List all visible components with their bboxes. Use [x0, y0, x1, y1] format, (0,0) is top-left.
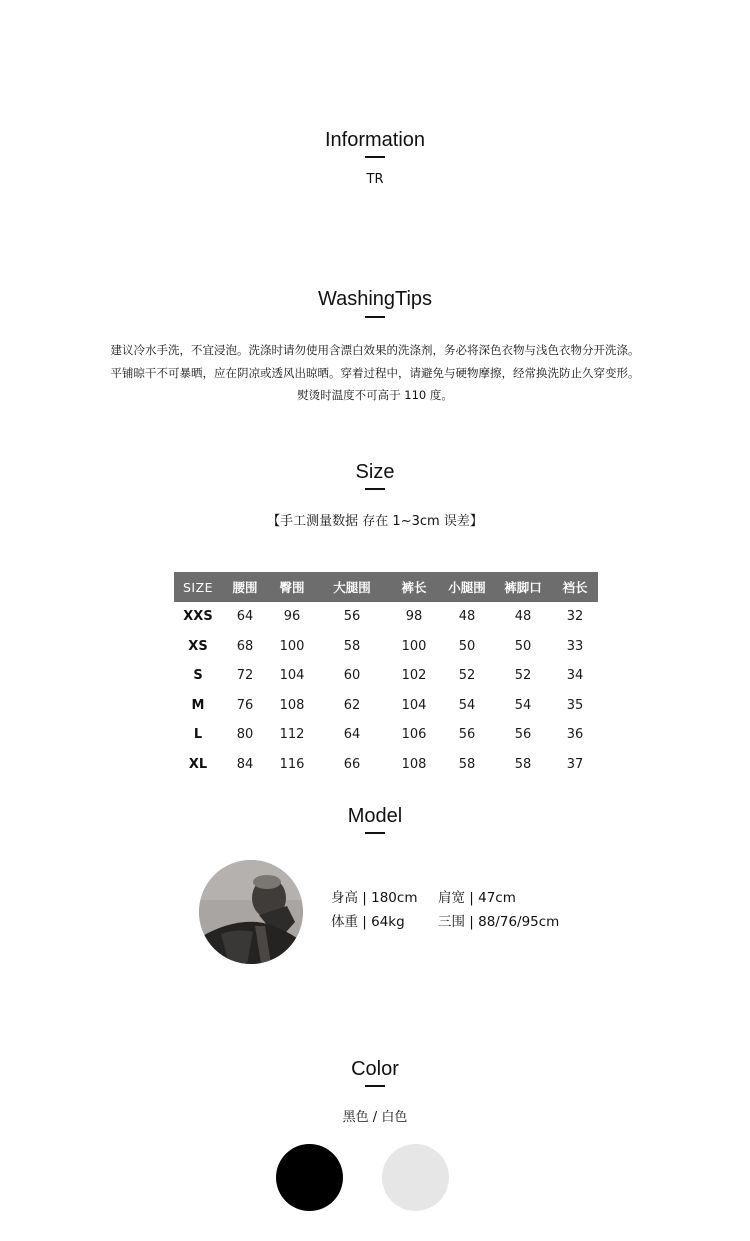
table-cell: 36 — [566, 727, 584, 743]
table-cell: 48 — [514, 609, 532, 625]
table-row — [174, 661, 598, 691]
header-rise: 裆长 — [552, 572, 598, 602]
header-hip: 臀围 — [268, 572, 316, 602]
model-shoulder: 肩宽 | 47cm — [438, 890, 516, 906]
color-options-text: 黑色 / 白色 — [342, 1110, 408, 1125]
model-title-underline — [365, 832, 385, 834]
table-cell: 52 — [458, 668, 476, 684]
table-cell: 60 — [343, 668, 361, 684]
table-cell: 50 — [514, 638, 532, 654]
header-length: 裤长 — [388, 572, 440, 602]
table-cell: 112 — [279, 727, 305, 743]
model-photo — [199, 860, 303, 964]
table-cell: 116 — [279, 756, 305, 772]
header-waist: 腰围 — [222, 572, 268, 602]
table-cell: 58 — [343, 638, 361, 654]
size-measurement-note: 【手工测量数据 存在 1~3cm 误差】 — [267, 514, 483, 529]
table-row — [174, 720, 598, 750]
size-label: XL — [188, 756, 208, 772]
table-cell: 33 — [566, 638, 584, 654]
washing-tips-underline — [365, 316, 385, 318]
table-cell: 62 — [343, 697, 361, 713]
table-cell: 64 — [236, 609, 254, 625]
table-cell: 56 — [514, 727, 532, 743]
color-swatch-black[interactable] — [276, 1144, 343, 1211]
information-value: TR — [366, 172, 384, 187]
color-swatch-white[interactable] — [382, 1144, 449, 1211]
table-cell: 56 — [458, 727, 476, 743]
table-row — [174, 750, 598, 780]
header-thigh: 大腿围 — [316, 572, 388, 602]
washing-tips-title: WashingTips — [317, 288, 433, 310]
table-cell: 66 — [343, 756, 361, 772]
washing-tips-text — [0, 339, 750, 407]
size-title-underline — [365, 488, 385, 490]
information-title: Information — [324, 129, 426, 151]
table-cell: 104 — [279, 668, 305, 684]
model-avatar — [199, 860, 303, 964]
size-label: M — [191, 697, 205, 713]
table-cell: 58 — [514, 756, 532, 772]
table-cell: 58 — [458, 756, 476, 772]
table-cell: 100 — [279, 638, 305, 654]
model-weight: 体重 | 64kg — [331, 914, 405, 930]
size-chart-table — [174, 572, 598, 779]
header-size: SIZE — [174, 572, 222, 602]
size-label: L — [193, 727, 203, 743]
size-label: XS — [188, 638, 208, 654]
color-title-underline — [365, 1085, 385, 1087]
model-height: 身高 | 180cm — [331, 890, 418, 906]
table-cell: 102 — [401, 668, 427, 684]
table-cell: 76 — [236, 697, 254, 713]
table-cell: 96 — [283, 609, 301, 625]
information-title-underline — [365, 156, 385, 158]
table-cell: 68 — [236, 638, 254, 654]
model-measurements: 三围 | 88/76/95cm — [438, 914, 560, 930]
table-row — [174, 602, 598, 632]
table-cell: 54 — [458, 697, 476, 713]
washing-tip-line: 平铺晾干不可暴晒，应在阴凉或透风出晾晒。穿着过程中，请避免与硬物摩擦，经常换洗防止久穿变形。 — [110, 365, 640, 380]
table-cell: 84 — [236, 756, 254, 772]
table-row — [174, 632, 598, 662]
table-cell: 72 — [236, 668, 254, 684]
header-calf: 小腿围 — [440, 572, 494, 602]
table-cell: 35 — [566, 697, 584, 713]
table-cell: 48 — [458, 609, 476, 625]
table-cell: 104 — [401, 697, 427, 713]
size-table-header-row — [174, 572, 598, 602]
table-cell: 98 — [405, 609, 423, 625]
table-cell: 50 — [458, 638, 476, 654]
table-cell: 37 — [566, 756, 584, 772]
size-title: Size — [355, 461, 395, 483]
size-label: S — [193, 668, 203, 684]
size-label: XXS — [183, 609, 213, 625]
table-cell: 54 — [514, 697, 532, 713]
table-cell: 108 — [279, 697, 305, 713]
table-cell: 106 — [401, 727, 427, 743]
washing-tip-line: 建议冷水手洗，不宜浸泡。洗涤时请勿使用含漂白效果的洗涤剂，务必将深色衣物与浅色衣物分开洗涤。 — [110, 343, 640, 357]
table-cell: 100 — [401, 638, 427, 654]
table-cell: 32 — [566, 609, 584, 625]
model-title: Model — [347, 805, 403, 827]
header-leg-opening: 裤脚口 — [494, 572, 552, 602]
table-cell: 56 — [343, 609, 361, 625]
table-cell: 108 — [401, 756, 427, 772]
table-cell: 80 — [236, 727, 254, 743]
table-cell: 52 — [514, 668, 532, 684]
color-title: Color — [351, 1058, 399, 1080]
washing-tip-line: 熨烫时温度不可高于 110 度。 — [297, 388, 453, 402]
table-row — [174, 691, 598, 721]
table-cell: 34 — [566, 668, 584, 684]
table-cell: 64 — [343, 727, 361, 743]
